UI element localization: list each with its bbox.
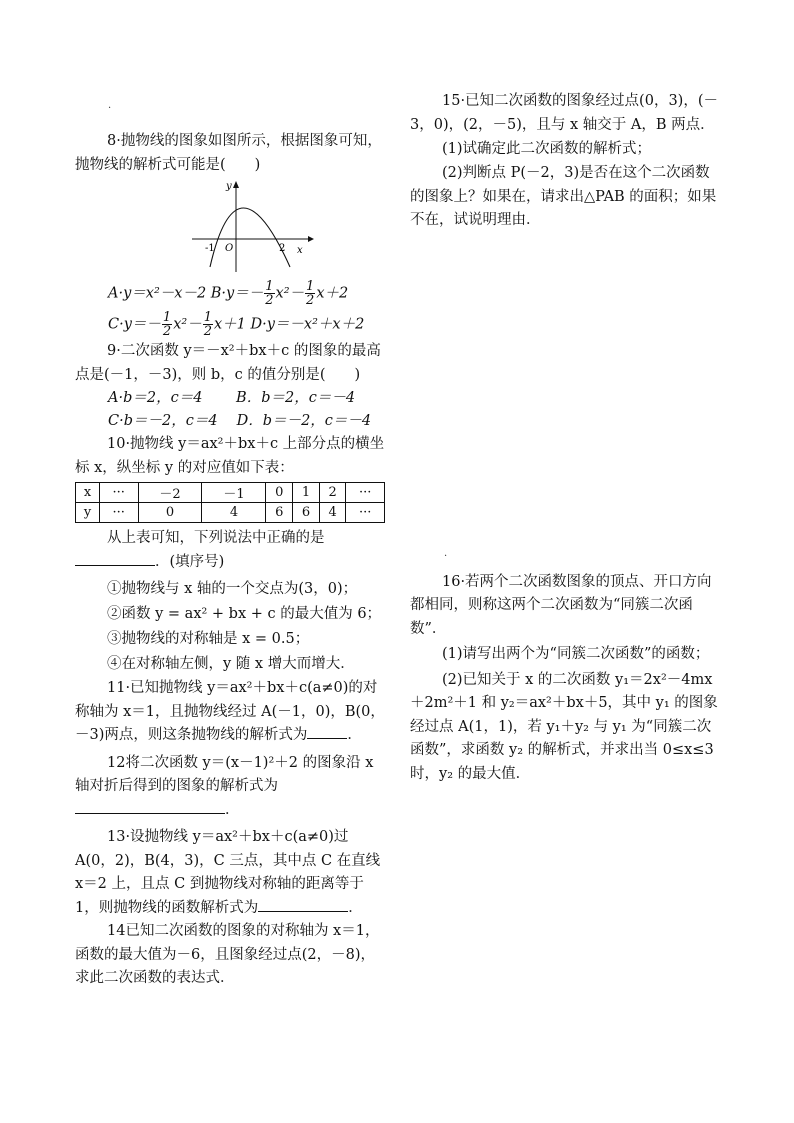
q8-option-c-mid: x²－ [173,316,202,333]
q10-item: ②函数 y = ax² + bx + c 的最大值为 6； [107,606,382,622]
q13-suffix: ． [348,899,363,916]
graph-label-neg1: -1 [205,243,215,254]
table-cell: ··· [100,483,139,503]
q16-part-2: (2)已知关于 x 的二次函数 y₁＝2x²－4mx＋2m²＋1 和 y₂＝ax²＋bx＋5，其中 y₁ 的图象经过点 A(1，1)，若 y₁＋y₂ 与 y₁ 为“同簇二次函数”，求函数 y₂ 的解析式，并求出当 0≤x≤3 时，y₂ 的最大值． [410,671,718,782]
question-10: 10·抛物线 y＝ax²＋bx＋c 上部分点的横坐标 x，纵坐标 y 的对应值如下表： [75,436,385,476]
q8-options-ab [75,280,385,307]
fraction: $\frac{1}{2}$ [306,279,315,308]
q10-prompt-suffix: ．(填序号) [155,553,225,570]
x-axis-arrow [308,236,314,242]
fraction: $\frac{1}{2}$ [203,310,212,339]
table-cell: ··· [346,483,385,503]
q13-text: 13·设抛物线 y＝ax²＋bx＋c(a≠0)过 A(0，2)，B(4，3)，C 三点，其中点 C 在直线 x＝2 上，且点 C 到抛物线对称轴的距离等于 1，则抛物线的函数解析式为 [75,829,381,916]
table-cell: 1 [293,483,320,503]
parabola-graph-svg [190,179,330,274]
q15-part-2: (2)判断点 P(－2，3)是否在这个二次函数的图象上？如果在，请求出△PAB 的面积；如果不在，试说明理由． [410,165,717,228]
q12-suffix: ． [225,801,240,818]
table-row [76,503,385,523]
q15-part-1: (1)试确定此二次函数的解析式； [442,141,652,157]
fraction: $\frac{1}{2}$ [265,279,274,308]
left-column [75,90,385,991]
graph-label-y: y [226,181,232,192]
q8-option-b-prefix: B·y＝－ [210,285,264,302]
table-cell: y [76,503,100,523]
q8-options-cd [75,311,385,338]
answer-blank[interactable] [75,551,155,566]
q8-option-d: D·y＝－x²＋x＋2 [250,316,365,333]
q9-options-cd [75,410,385,433]
q11-text: 11·已知抛物线 y＝ax²＋bx＋c(a≠0)的对称轴为 x＝1，且抛物线经过 A(－1，0)，B(0，－3)两点，则这条抛物线的解析式为 [75,680,385,743]
stray-dot: . [444,548,448,559]
answer-blank[interactable] [75,799,225,814]
q9-option-b: B．b＝2，c＝－4 [236,390,356,406]
question-14: 14已知二次函数的图象的对称轴为 x＝1，函数的最大值为－6，且图象经过点(2，－8)，求此二次函数的表达式． [75,923,380,986]
question-13 [75,826,385,920]
graph-label-origin: O [225,243,234,254]
stray-dot: . [108,100,112,111]
q10-item: ④在对称轴左侧，y 随 x 增大而增大． [107,656,355,672]
question-9: 9·二次函数 y＝－x²＋bx＋c 的图象的最高点是(－1，－3)，则 b，c 的值分别是( ) [75,343,381,383]
q8-option-a: A·y＝x²－x－2 [108,285,207,302]
q10-item: ③抛物线的对称轴是 x = 0.5； [107,631,310,647]
q8-option-c-suffix: x＋1 [213,316,246,333]
table-cell: ··· [346,503,385,523]
q9-option-d: D．b＝－2，c＝－4 [236,413,372,429]
table-cell: －2 [138,483,202,503]
right-column [410,90,720,786]
table-cell: ··· [100,503,139,523]
fraction: $\frac{1}{2}$ [162,310,172,339]
question-11 [75,677,385,748]
q8-option-b-suffix: x＋2 [316,285,349,302]
table-cell: 0 [266,483,293,503]
q10-item: ①抛物线与 x 轴的一个交点为(3，0)； [107,581,358,597]
table-cell: 6 [293,503,320,523]
q8-option-b-mid: x²－ [275,285,305,302]
q16-part-1: (1)请写出两个为“同簇二次函数”的函数； [442,646,710,662]
table-cell: 2 [319,483,346,503]
q10-prompt-text: 从上表可知，下列说法中正确的是 [107,530,325,546]
table-cell: 4 [202,503,266,523]
q9-option-a: A·b＝2，c＝4 [108,390,203,406]
q9-options-ab [75,387,385,410]
q8-option-c-prefix: C·y＝－ [108,316,161,333]
q11-suffix: ． [347,727,362,743]
q12-text: 12将二次函数 y＝(x－1)²＋2 的图象沿 x 轴对折后得到的图象的解析式为 [75,754,374,794]
q10-prompt [75,527,385,574]
graph-label-two: 2 [279,243,286,254]
answer-blank[interactable] [258,897,348,912]
table-cell: 4 [319,503,346,523]
q10-value-table [75,482,385,523]
table-cell: 6 [266,503,293,523]
graph-label-x: x [297,245,303,256]
question-15: 15·已知二次函数的图象经过点(0，3)，(－3，0)，(2，－5)，且与 x 轴交于 A，B 两点． [410,93,718,133]
y-axis-arrow [233,181,239,188]
parabola-curve [210,208,290,267]
table-cell: 0 [138,503,202,523]
parabola-graph [190,179,330,274]
question-12 [75,752,385,823]
answer-blank[interactable] [307,724,347,739]
table-row [76,483,385,503]
table-cell: －1 [202,483,266,503]
table-cell: x [76,483,100,503]
question-8: 8·抛物线的图象如图所示，根据图象可知，抛物线的解析式可能是( ) [75,133,382,173]
question-16: 16·若两个二次函数图象的顶点、开口方向都相同，则称这两个二次函数为“同簇二次函数”． [410,573,712,637]
q9-option-c: C·b＝－2，c＝4 [108,413,218,429]
